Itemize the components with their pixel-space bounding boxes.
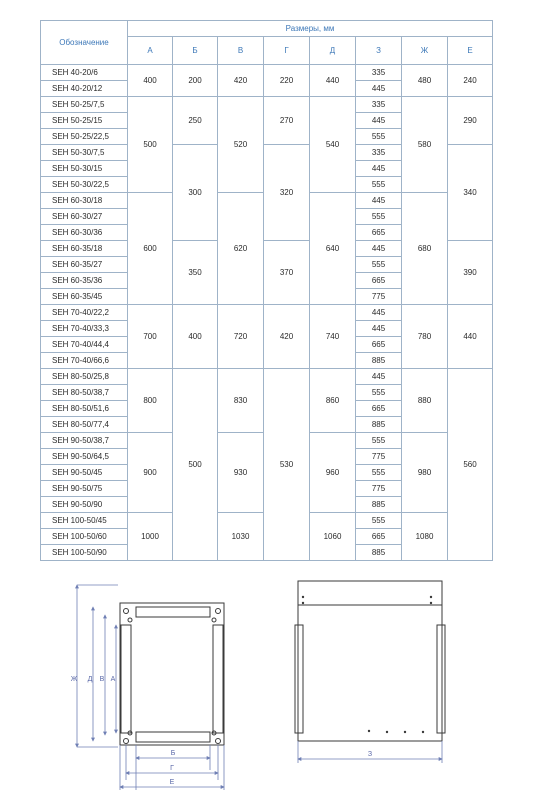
dimension-label-b: Б: [170, 750, 176, 757]
mount-hole: [430, 596, 432, 598]
corner-bolt: [124, 609, 129, 614]
dimension-z-cell: 885: [356, 545, 402, 561]
model-cell: SEH 40-20/12: [41, 81, 128, 97]
mount-hole: [430, 602, 432, 604]
dimension-v-cell: 420: [218, 65, 264, 97]
dimension-z-cell: 885: [356, 497, 402, 513]
dimension-label-e: Е: [169, 779, 175, 786]
model-cell: SEH 80-50/38,7: [41, 385, 128, 401]
dimension-v-cell: 930: [218, 433, 264, 513]
dimension-b-cell: 350: [173, 241, 218, 305]
mount-hole: [302, 596, 304, 598]
dimension-z-cell: 445: [356, 161, 402, 177]
dimension-z-cell: 555: [356, 513, 402, 529]
dimension-e-cell: 560: [448, 369, 493, 561]
dimension-z-cell: 775: [356, 481, 402, 497]
model-cell: SEH 90-50/38,7: [41, 433, 128, 449]
dimension-v-cell: 520: [218, 97, 264, 193]
mount-hole: [302, 602, 304, 604]
dimension-label-zh: Ж: [70, 676, 78, 683]
model-cell: SEH 70-40/44,4: [41, 337, 128, 353]
model-cell: SEH 60-30/18: [41, 193, 128, 209]
model-cell: SEH 50-30/15: [41, 161, 128, 177]
dimension-z-cell: 335: [356, 65, 402, 81]
dimension-label-d: Д: [87, 676, 93, 683]
dimension-e-cell: 440: [448, 305, 493, 369]
dimension-label-z: З: [367, 751, 373, 758]
dimension-z-cell: 665: [356, 337, 402, 353]
dimension-zh-cell: 1080: [402, 513, 448, 561]
frame-body: [120, 603, 224, 745]
dimension-b-cell: 500: [173, 369, 218, 561]
dimension-z-cell: 775: [356, 449, 402, 465]
dimension-d-cell: 740: [310, 305, 356, 369]
dimension-z-cell: 555: [356, 465, 402, 481]
model-cell: SEH 90-50/90: [41, 497, 128, 513]
model-cell: SEH 80-50/77,4: [41, 417, 128, 433]
dimension-z-cell: 445: [356, 369, 402, 385]
dimension-z-cell: 555: [356, 209, 402, 225]
dimension-v-cell: 1030: [218, 513, 264, 561]
model-cell: SEH 50-30/22,5: [41, 177, 128, 193]
dimension-d-cell: 960: [310, 433, 356, 513]
model-cell: SEH 90-50/45: [41, 465, 128, 481]
model-cell: SEH 60-35/36: [41, 273, 128, 289]
corner-bolt: [216, 609, 221, 614]
mount-hole: [386, 731, 388, 733]
dimension-z-cell: 665: [356, 529, 402, 545]
dimension-label-g: Г: [170, 765, 174, 772]
dimension-g-cell: 370: [264, 241, 310, 305]
corner-bolt: [124, 739, 129, 744]
dimension-z-cell: 555: [356, 177, 402, 193]
model-cell: SEH 60-30/36: [41, 225, 128, 241]
dimension-label-a: А: [110, 676, 116, 683]
mount-hole: [422, 731, 424, 733]
corner-bolt: [216, 739, 221, 744]
dimension-z-cell: 445: [356, 193, 402, 209]
corner-bolt: [212, 618, 216, 622]
dimension-z-cell: 775: [356, 289, 402, 305]
dimension-z-cell: 885: [356, 353, 402, 369]
designation-header: Обозначение: [41, 21, 128, 65]
dimension-z-cell: 665: [356, 401, 402, 417]
column-header-v: В: [218, 37, 264, 65]
dimension-g-cell: 220: [264, 65, 310, 97]
dimension-b-cell: 400: [173, 305, 218, 369]
dimension-a-cell: 600: [128, 193, 173, 305]
side-view-drawing: [286, 575, 458, 775]
dimension-e-cell: 340: [448, 145, 493, 241]
model-cell: SEH 50-25/7,5: [41, 97, 128, 113]
dimension-d-cell: 640: [310, 193, 356, 305]
dimensions-header: Размеры, мм: [128, 21, 493, 37]
dimension-d-cell: 440: [310, 65, 356, 97]
model-cell: SEH 60-35/18: [41, 241, 128, 257]
corner-bolt: [128, 618, 132, 622]
left-rail: [121, 625, 131, 733]
dimension-d-cell: 860: [310, 369, 356, 433]
model-cell: SEH 100-50/45: [41, 513, 128, 529]
dimension-zh-cell: 580: [402, 97, 448, 193]
model-cell: SEH 60-35/45: [41, 289, 128, 305]
model-cell: SEH 70-40/33,3: [41, 321, 128, 337]
dimension-lines: [77, 585, 224, 790]
model-cell: SEH 50-25/22,5: [41, 129, 128, 145]
dimension-a-cell: 900: [128, 433, 173, 513]
dimension-a-cell: 500: [128, 97, 173, 193]
dimension-z-cell: 335: [356, 145, 402, 161]
top-rail: [136, 607, 210, 617]
dimension-e-cell: 240: [448, 65, 493, 97]
dimension-zh-cell: 480: [402, 65, 448, 97]
dimension-z-cell: 555: [356, 385, 402, 401]
mount-hole: [368, 730, 370, 732]
model-cell: SEH 50-30/7,5: [41, 145, 128, 161]
front-view-drawing: [60, 575, 236, 797]
dimension-v-cell: 720: [218, 305, 264, 369]
column-header-e: Е: [448, 37, 493, 65]
dimension-zh-cell: 880: [402, 369, 448, 433]
dimension-z-cell: 445: [356, 81, 402, 97]
column-header-z: З: [356, 37, 402, 65]
model-cell: SEH 90-50/64,5: [41, 449, 128, 465]
model-cell: SEH 90-50/75: [41, 481, 128, 497]
dimension-a-cell: 400: [128, 65, 173, 97]
dimension-z-cell: 885: [356, 417, 402, 433]
dimension-a-cell: 1000: [128, 513, 173, 561]
dimension-e-cell: 290: [448, 97, 493, 145]
dimension-z-cell: 445: [356, 321, 402, 337]
model-cell: SEH 60-30/27: [41, 209, 128, 225]
dimension-z-cell: 555: [356, 433, 402, 449]
right-rail: [437, 625, 445, 733]
dimension-z-cell: 555: [356, 129, 402, 145]
model-cell: SEH 70-40/66,6: [41, 353, 128, 369]
right-rail: [213, 625, 223, 733]
model-cell: SEH 50-25/15: [41, 113, 128, 129]
dimension-b-cell: 300: [173, 145, 218, 241]
left-rail: [295, 625, 303, 733]
dimensions-table: [40, 20, 493, 561]
model-cell: SEH 70-40/22,2: [41, 305, 128, 321]
dimension-v-cell: 620: [218, 193, 264, 305]
dimension-label-v: В: [99, 676, 105, 683]
dimension-g-cell: 530: [264, 369, 310, 561]
model-cell: SEH 80-50/25,8: [41, 369, 128, 385]
dimension-z-cell: 445: [356, 113, 402, 129]
mount-hole: [404, 731, 406, 733]
dimension-a-cell: 700: [128, 305, 173, 369]
model-cell: SEH 100-50/60: [41, 529, 128, 545]
dimension-z-cell: 555: [356, 257, 402, 273]
model-cell: SEH 100-50/90: [41, 545, 128, 561]
dimension-g-cell: 320: [264, 145, 310, 241]
bottom-rail: [136, 732, 210, 742]
dimension-a-cell: 800: [128, 369, 173, 433]
dimension-z-cell: 445: [356, 241, 402, 257]
dimension-v-cell: 830: [218, 369, 264, 433]
column-header-zh: Ж: [402, 37, 448, 65]
dimension-b-cell: 200: [173, 65, 218, 97]
side-frame-outline: [295, 581, 445, 741]
dimension-g-cell: 420: [264, 305, 310, 369]
dimension-z-cell: 665: [356, 225, 402, 241]
dimension-g-cell: 270: [264, 97, 310, 145]
frame-outline: [120, 603, 224, 745]
dimension-d-cell: 540: [310, 97, 356, 193]
dimension-e-cell: 390: [448, 241, 493, 305]
dimension-z-cell: 335: [356, 97, 402, 113]
dimension-b-cell: 250: [173, 97, 218, 145]
model-cell: SEH 60-35/27: [41, 257, 128, 273]
dimension-z-cell: 445: [356, 305, 402, 321]
dimension-zh-cell: 980: [402, 433, 448, 513]
model-cell: SEH 40-20/6: [41, 65, 128, 81]
column-header-d: Д: [310, 37, 356, 65]
model-cell: SEH 80-50/51,6: [41, 401, 128, 417]
column-header-b: Б: [173, 37, 218, 65]
dimension-zh-cell: 780: [402, 305, 448, 369]
dimension-zh-cell: 680: [402, 193, 448, 305]
column-header-g: Г: [264, 37, 310, 65]
dimension-z-cell: 665: [356, 273, 402, 289]
column-header-a: А: [128, 37, 173, 65]
dimension-d-cell: 1060: [310, 513, 356, 561]
